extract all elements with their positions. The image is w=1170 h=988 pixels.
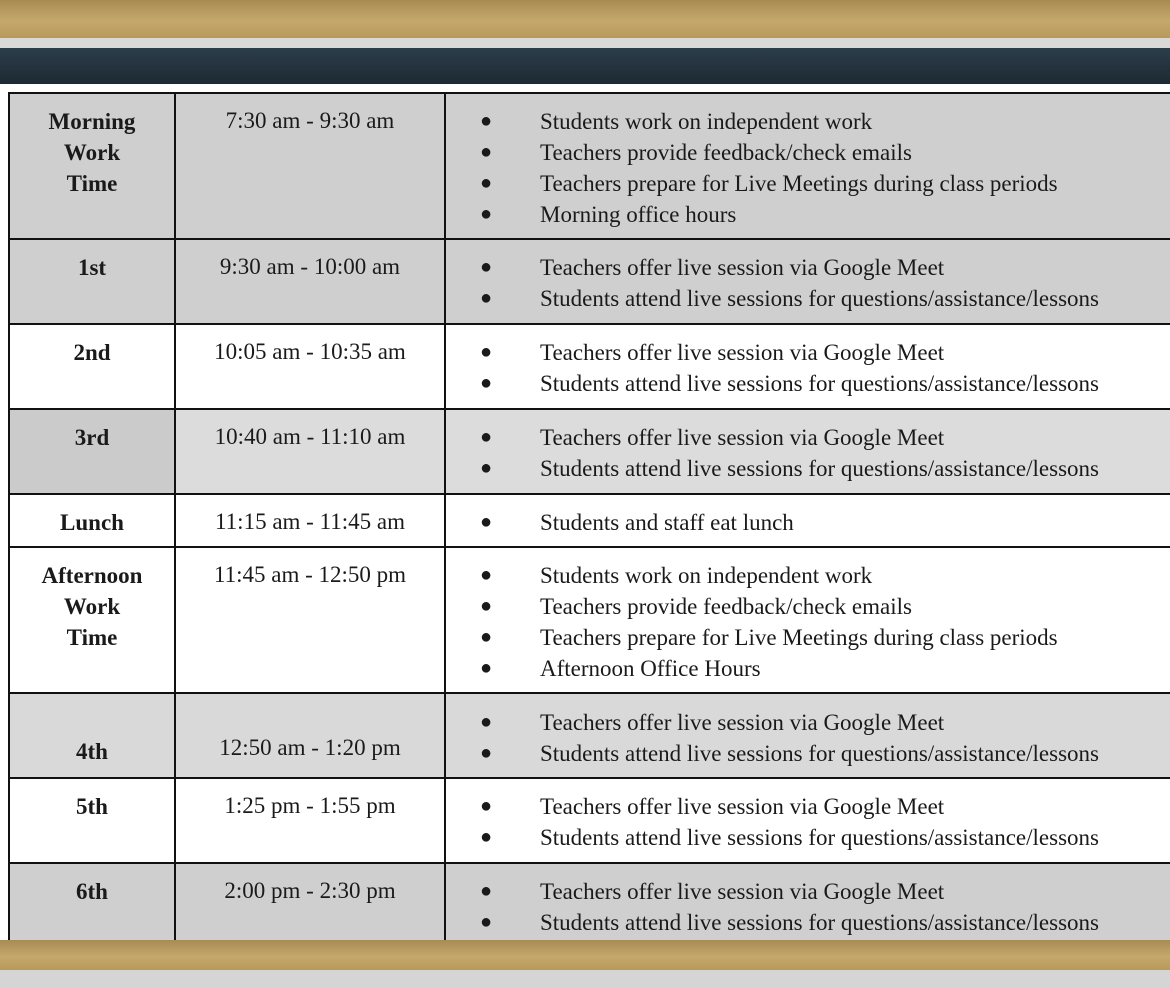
schedule-row-3rd <box>9 409 1170 494</box>
activities-cell <box>445 494 1170 547</box>
activity-text: Teachers prepare for Live Meetings during class periods <box>540 625 1058 650</box>
activity-text: Students work on independent work <box>540 109 873 134</box>
activity-item <box>446 137 1170 168</box>
activity-item <box>446 507 1170 538</box>
activity-text: Students work on independent work <box>540 563 873 588</box>
activity-item <box>446 453 1170 484</box>
period-cell <box>9 494 175 547</box>
bullet-icon: ● <box>480 372 493 394</box>
activities-cell <box>445 239 1170 324</box>
time-cell: 2:00 pm - 2:30 pm <box>175 863 445 948</box>
period-label-line: Afternoon <box>41 563 143 588</box>
activity-item <box>446 738 1170 769</box>
activity-item <box>446 876 1170 907</box>
period-cell <box>9 239 175 324</box>
activity-item <box>446 791 1170 822</box>
activity-text: Students attend live sessions for questions/assistance/lessons <box>540 456 1099 481</box>
activity-text: Teachers offer live session via Google Meet <box>540 794 945 819</box>
bullet-icon: ● <box>480 172 493 194</box>
period-label-line: Morning <box>48 109 136 134</box>
activity-text: Teachers provide feedback/check emails <box>540 140 912 165</box>
schedule-table-container <box>8 92 1170 946</box>
footer-gold-band <box>0 940 1170 970</box>
period-label-line: Work <box>63 140 121 165</box>
activity-text: Afternoon Office Hours <box>540 656 761 681</box>
activity-item <box>446 707 1170 738</box>
schedule-row-lunch <box>9 494 1170 547</box>
activities-cell <box>445 863 1170 948</box>
period-cell <box>9 547 175 693</box>
activities-list <box>446 252 1170 314</box>
time-cell: 12:50 am - 1:20 pm <box>175 693 445 778</box>
period-cell <box>9 778 175 863</box>
activity-item <box>446 283 1170 314</box>
activity-text: Students attend live sessions for questions/assistance/lessons <box>540 825 1099 850</box>
activity-item <box>446 653 1170 684</box>
activity-text: Teachers offer live session via Google Meet <box>540 255 945 280</box>
period-label-line: 6th <box>76 879 108 904</box>
activity-text: Teachers offer live session via Google Meet <box>540 710 945 735</box>
activity-item <box>446 907 1170 938</box>
activities-list <box>446 791 1170 853</box>
period-label-line: 1st <box>77 255 107 280</box>
period-cell <box>9 863 175 948</box>
period-label-line: Time <box>66 625 118 650</box>
activity-text: Students attend live sessions for questions/assistance/lessons <box>540 910 1099 935</box>
bullet-icon: ● <box>480 657 493 679</box>
period-label-line: Work <box>63 594 121 619</box>
bullet-icon: ● <box>480 341 493 363</box>
activities-list <box>446 507 1170 538</box>
activities-cell <box>445 547 1170 693</box>
activity-item <box>446 337 1170 368</box>
period-label-line: 4th <box>76 739 108 764</box>
bullet-icon: ● <box>480 511 493 533</box>
bullet-icon: ● <box>480 457 493 479</box>
schedule-row-afternoon-work-time <box>9 547 1170 693</box>
activities-list <box>446 106 1170 230</box>
activity-text: Teachers offer live session via Google Meet <box>540 879 945 904</box>
activities-list <box>446 422 1170 484</box>
schedule-row-morning-work-time <box>9 93 1170 239</box>
schedule-row-5th <box>9 778 1170 863</box>
period-cell <box>9 409 175 494</box>
activities-cell <box>445 93 1170 239</box>
activities-cell <box>445 324 1170 409</box>
period-cell <box>9 693 175 778</box>
activities-cell <box>445 778 1170 863</box>
activity-item <box>446 199 1170 230</box>
activities-list <box>446 560 1170 684</box>
header-gold-band <box>0 0 1170 38</box>
bullet-icon: ● <box>480 880 493 902</box>
activity-item <box>446 822 1170 853</box>
activity-text: Students and staff eat lunch <box>540 510 794 535</box>
header-navy-band <box>0 48 1170 84</box>
activity-item <box>446 591 1170 622</box>
bullet-icon: ● <box>480 595 493 617</box>
schedule-table <box>8 92 1170 949</box>
bullet-icon: ● <box>480 564 493 586</box>
time-cell: 10:05 am - 10:35 am <box>175 324 445 409</box>
activities-list <box>446 707 1170 769</box>
activity-text: Students attend live sessions for questions/assistance/lessons <box>540 286 1099 311</box>
activity-item <box>446 422 1170 453</box>
bullet-icon: ● <box>480 287 493 309</box>
bullet-icon: ● <box>480 141 493 163</box>
activity-text: Teachers offer live session via Google Meet <box>540 425 945 450</box>
activities-cell <box>445 409 1170 494</box>
activity-text: Teachers offer live session via Google Meet <box>540 340 945 365</box>
bullet-icon: ● <box>480 711 493 733</box>
bullet-icon: ● <box>480 911 493 933</box>
period-label-line: Time <box>66 171 118 196</box>
bullet-icon: ● <box>480 256 493 278</box>
schedule-row-6th <box>9 863 1170 948</box>
activity-item <box>446 368 1170 399</box>
period-cell <box>9 324 175 409</box>
schedule-row-2nd <box>9 324 1170 409</box>
bullet-icon: ● <box>480 795 493 817</box>
bullet-icon: ● <box>480 626 493 648</box>
activity-item <box>446 106 1170 137</box>
footer-light-stripe <box>0 970 1170 988</box>
header-light-stripe <box>0 38 1170 48</box>
activity-item <box>446 252 1170 283</box>
period-label-line: Lunch <box>60 510 124 535</box>
activity-item <box>446 560 1170 591</box>
period-label-line: 3rd <box>74 425 110 450</box>
activity-text: Morning office hours <box>540 202 737 227</box>
schedule-row-1st <box>9 239 1170 324</box>
time-cell: 10:40 am - 11:10 am <box>175 409 445 494</box>
bullet-icon: ● <box>480 742 493 764</box>
activities-list <box>446 876 1170 938</box>
bullet-icon: ● <box>480 426 493 448</box>
period-label-line: 5th <box>76 794 108 819</box>
activity-text: Teachers prepare for Live Meetings during class periods <box>540 171 1058 196</box>
activity-text: Students attend live sessions for questions/assistance/lessons <box>540 741 1099 766</box>
bullet-icon: ● <box>480 826 493 848</box>
time-cell: 7:30 am - 9:30 am <box>175 93 445 239</box>
schedule-row-4th <box>9 693 1170 778</box>
time-cell: 11:15 am - 11:45 am <box>175 494 445 547</box>
activity-text: Teachers provide feedback/check emails <box>540 594 912 619</box>
period-cell <box>9 93 175 239</box>
activities-list <box>446 337 1170 399</box>
bullet-icon: ● <box>480 203 493 225</box>
activity-text: Students attend live sessions for questions/assistance/lessons <box>540 371 1099 396</box>
time-cell: 11:45 am - 12:50 pm <box>175 547 445 693</box>
activity-item <box>446 168 1170 199</box>
time-cell: 1:25 pm - 1:55 pm <box>175 778 445 863</box>
period-label-line: 2nd <box>73 340 111 365</box>
time-cell: 9:30 am - 10:00 am <box>175 239 445 324</box>
bullet-icon: ● <box>480 110 493 132</box>
activities-cell <box>445 693 1170 778</box>
activity-item <box>446 622 1170 653</box>
